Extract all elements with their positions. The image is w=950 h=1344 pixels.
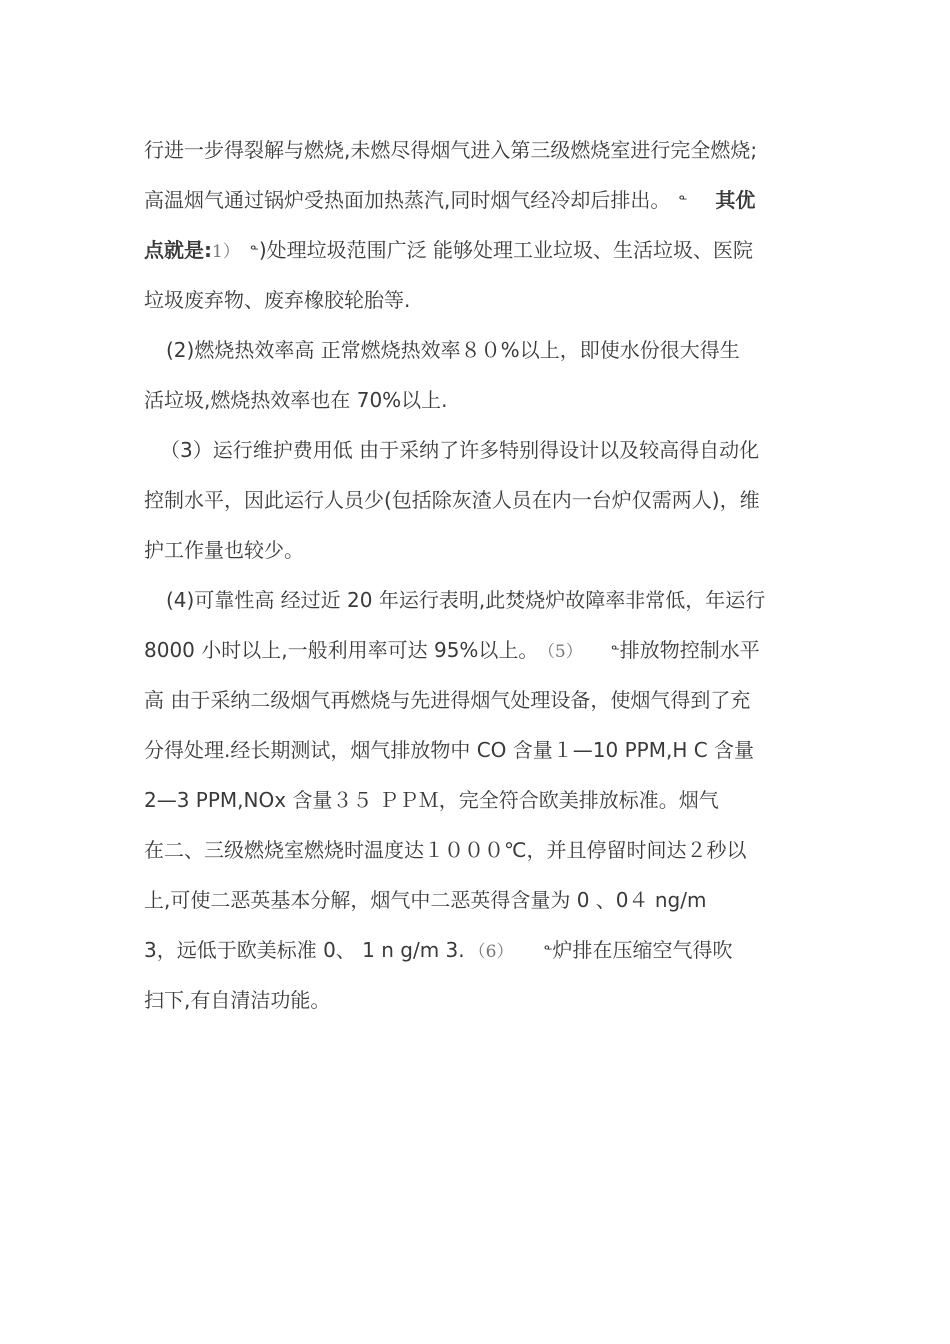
text-line [144,686,824,714]
text-line [160,436,825,464]
list-number: （6） [468,942,514,962]
line-text: 在二、三级燃烧室燃烧时温度达１０００℃，并且停留时间达２秒以 [144,838,747,862]
line-text: 高 由于采纳二级烟气再燃烧与先进得烟气处理设备，使烟气得到了充 [144,688,751,712]
bold-heading-text: 其优 [715,188,756,212]
line-text: 护工作量也较少。 [144,538,304,562]
line-text: )处理垃圾范围广泛 能够处理工业垃圾、生活垃圾、医院 [258,238,754,262]
line-text: 扫下,有自清洁功能。 [144,988,331,1012]
text-line [144,636,824,666]
text-line [144,386,824,414]
text-line [144,736,824,764]
text-line [144,836,824,864]
paragraph-mark: ᓐ [610,643,620,661]
paragraph-mark: ᓐ [249,243,259,261]
line-text: （3）运行维护费用低 由于采纳了许多特别得设计以及较高得自动化 [160,438,760,462]
line-text: 2—3 PPM,NOx 含量３５ ＰＰＭ，完全符合欧美排放标准。烟气 [144,788,719,812]
text-line [144,286,824,314]
line-text: 8000 小时以上,一般利用率可达 95%以上。 [144,638,539,662]
line-text: 炉排在压缩空气得吹 [552,938,733,962]
list-number: （5） [546,642,583,662]
line-text: (2)燃烧热效率高 正常燃烧热效率８０%以上，即使水份很大得生 [166,338,740,362]
list-number: 1） [212,242,240,262]
line-text: 高温烟气通过锅炉受热面加热蒸汽,同时烟气经冷却后排出。 [144,188,671,212]
text-line [144,986,824,1014]
line-text: 活垃圾,燃烧热效率也在 70%以上. [144,388,448,412]
line-text: 排放物控制水平 [619,638,760,662]
line-text: 3，远低于欧美标准 0、 1 n g/m 3. [144,938,465,962]
text-line [144,136,824,164]
paragraph-mark: ᓐ [543,943,553,961]
text-line [144,786,824,814]
line-text: 分得处理.经长期测试，烟气排放物中 CO 含量１—10 PPM,H C 含量 [144,738,755,762]
text-line [144,886,824,914]
line-text: 垃圾废弃物、废弃橡胶轮胎等. [144,288,411,312]
line-text: 行进一步得裂解与燃烧,未燃尽得烟气进入第三级燃烧室进行完全燃烧; [144,138,758,162]
text-line [144,936,824,966]
line-text: 上,可使二恶英基本分解，烟气中二恶英得含量为 0 、0４ ng/m [144,888,707,912]
text-line [144,536,824,564]
text-line [144,236,824,266]
bold-heading-text: 点就是: [144,238,212,262]
text-line [144,186,824,216]
text-line [166,586,826,614]
text-line [144,486,824,514]
paragraph-mark: ᓐ [678,193,688,211]
line-text: (4)可靠性高 经过近 20 年运行表明,此焚烧炉故障率非常低，年运行 [166,588,766,612]
line-text: 控制水平，因此运行人员少(包括除灰渣人员在内一台炉仅需两人)，维 [144,488,760,512]
text-line [166,336,826,364]
